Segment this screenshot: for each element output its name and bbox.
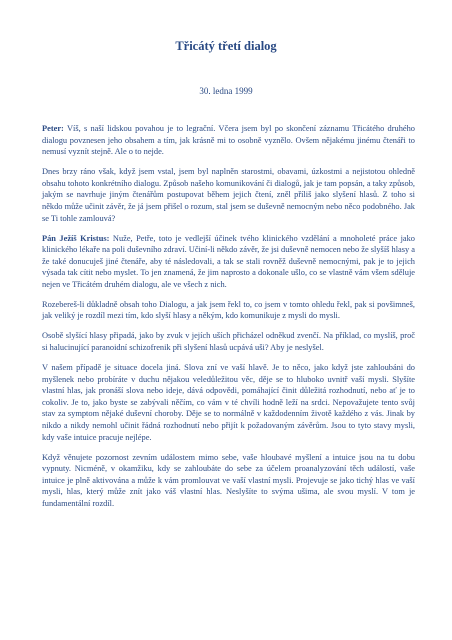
document-title: Třicátý třetí dialog — [175, 39, 277, 53]
paragraph — [42, 299, 415, 322]
paragraph-text: Rozebereš-li důkladně obsah toho Dialogu, a jak jsem řekl to, co jsem v tomto ohledu řekl, pak si povšimneš, jak veliký je rozdíl mezi tím, kdo slyší hlasy a někým, kdo komunikuje z mysli do mysli. — [42, 299, 415, 321]
speaker-label: Peter: — [42, 124, 64, 133]
paragraph-text: Dnes brzy ráno však, když jsem vstal, jsem byl naplněn starostmi, obavami, úzkostmi a nejistotou ohledně obsahu tohoto konkrétního dialogu. Způsob našeho komunikování či dialogů, jak je tam popsán, a taky způsob, jakým se navrhuje jiným čtenářům postupovat během jejich čtení, zněl příliš jako slyšení hlasů. Z toho si někdo může učinit závěr, že já jsem přišel o rozum, stal jsem se duševně nemocným nebo něco podobného. Jak se Ti tohle zamlouvá? — [42, 167, 415, 223]
paragraph-text: Když věnujete pozornost zevním událostem mimo sebe, vaše hloubavé myšlení a intuice jsou na tu dobu vypnuty. Nicméně, v okamžiku, kdy se zahloubáte do sebe za účelem proanalyzování těch událostí, vaše intuice je plně aktivována a může k vám promlouvat ve vaší vlastní mysli. Projevuje se jako tichý hlas ve vaší mysli, hlas, který může znít jako váš vlastní hlas. Neslyšíte to svýma ušima, ale svou myslí. V tom je fundamentální rozdíl. — [42, 452, 415, 508]
paragraph — [42, 166, 415, 224]
paragraph-text: Osobě slyšící hlasy připadá, jako by zvuk v jejích uších přicházel odněkud zvenčí. Na příklad, co myslíš, proč si halucinující paranoidní schizofrenik při slyšení hlasů ucpává uši? Aby je neslyšel. — [42, 331, 415, 353]
paragraph-text: Víš, s naší lidskou povahou je to legrační. Včera jsem byl po skončení záznamu Třicátého druhého dialogu povznesen jeho obsahem a tím, jak krásně mi to osobně vyznělo. Ovšem nějakému jinému čtenáři to nemusí vyznít stejně. Ale o to nejde. — [42, 124, 415, 157]
paragraph — [42, 452, 415, 510]
paragraph — [42, 123, 415, 158]
paragraph — [42, 330, 415, 353]
paragraph — [42, 362, 415, 443]
speaker-label: Pán Ježíš Kristus: — [42, 233, 110, 243]
paragraph — [42, 233, 415, 291]
document-date: 30. ledna 1999 — [199, 86, 253, 96]
document-body — [42, 123, 415, 518]
paragraph-text: Nuže, Petře, toto je vedlejší účinek tvého klinického vzdělání a mnoholeté práce jako klinického lékaře na poli duševního zdraví. Učiní-li někdo závěr, že jsi duševně nemocen nebo že slyšíš hlasy a že také donucuješ jiné čtenáře, aby té následovali, a tak se stali rovněž duševně nemocnými, pak je to jejich výsada tak cítit nebo myslet. To jen znamená, že jim naprosto a dokonale ušlo, co se vlastně vám všem sděluje nejen ve Třicátém druhém dialogu, ale ve všech z nich. — [42, 233, 415, 289]
paragraph-text: V našem případě je situace docela jiná. Slova zní ve vaší hlavě. Je to něco, jako když jste zahloubáni do myšlenek nebo probíráte v duchu nějakou veledůležitou věc, děje se to hluboko uvnitř vaší mysli. Slyšíte vlastní hlas, jak pronáší slova nebo ideje, dává odpovědi, pomáhající činit důležitá rozhodnutí, nebo ať je to cokoliv. Je to, jako byste se zabývali něčím, co vám v té chvíli hodně leží na srdci. Nepovažujete tento svůj stav za symptom nějaké duševní choroby. Děje se to normálně v každodenním životě každého z vás. Jinak by nikdo a nikdy nemohl učinit řádná rozhodnutí nebo přijít k požadovaným závěrům. Jsou to tyto stavy mysli, kdy vaše intuice pracuje nejlépe. — [42, 363, 415, 442]
